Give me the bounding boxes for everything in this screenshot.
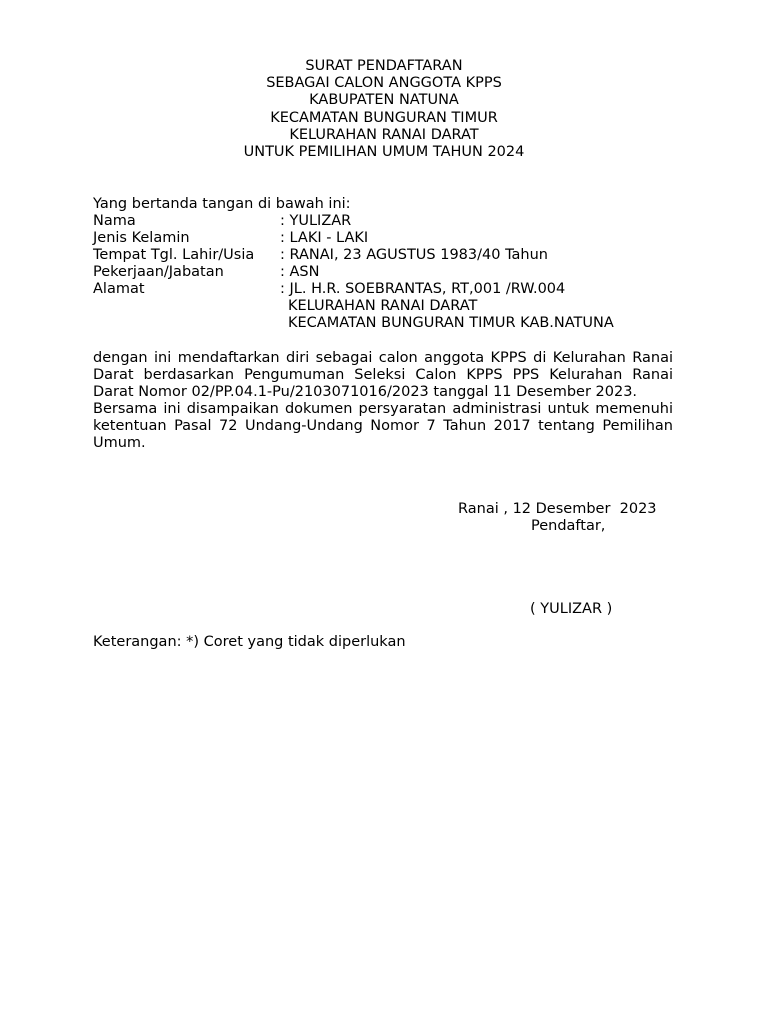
field-row-alamat — [93, 281, 614, 298]
field-row-pekerjaan — [93, 264, 614, 281]
signature-place-date: Ranai , 12 Desember 2023 — [458, 501, 657, 517]
document-title-block — [0, 58, 768, 161]
identity-fields — [93, 213, 614, 332]
field-label: Nama — [93, 213, 136, 229]
field-value: : JL. H.R. SOEBRANTAS, RT,001 /RW.004 — [280, 281, 566, 297]
address-line-3: KECAMATAN BUNGURAN TIMUR KAB.NATUNA — [288, 315, 614, 331]
signature-name: ( YULIZAR ) — [530, 601, 613, 617]
field-value: : RANAI, 23 AGUSTUS 1983/40 Tahun — [280, 247, 548, 263]
title-line-1: SURAT PENDAFTARAN — [305, 58, 463, 74]
field-row-tempat-tgl-lahir — [93, 247, 614, 264]
address-line-2: KELURAHAN RANAI DARAT — [288, 298, 478, 314]
body-paragraph-1: dengan ini mendaftarkan diri sebagai calon anggota KPPS di Kelurahan Ranai Darat berdasarkan Pengumuman Seleksi Calon KPPS PPS Kelurahan Ranai Darat Nomor 02/PP.04.1-Pu/2103071016/2023 tanggal 11 Desember 2023. — [93, 350, 673, 400]
field-label: Alamat — [93, 281, 145, 297]
field-label: Tempat Tgl. Lahir/Usia — [93, 247, 255, 263]
field-row-jenis-kelamin — [93, 230, 614, 247]
body-paragraphs — [93, 350, 673, 452]
body-paragraph-2: Bersama ini disampaikan dokumen persyaratan administrasi untuk memenuhi ketentuan Pasal 72 Undang-Undang Nomor 7 Tahun 2017 tentang Pemilihan Umum. — [93, 401, 673, 451]
field-value: : YULIZAR — [280, 213, 352, 229]
field-value: : LAKI - LAKI — [280, 230, 369, 246]
title-line-4: KECAMATAN BUNGURAN TIMUR — [270, 109, 498, 126]
title-line-2: SEBAGAI CALON ANGGOTA KPPS — [266, 75, 502, 92]
title-line-6: UNTUK PEMILIHAN UMUM TAHUN 2024 — [243, 144, 525, 161]
field-value: : ASN — [280, 264, 320, 280]
signature-role: Pendaftar, — [531, 518, 606, 534]
field-label: Pekerjaan/Jabatan — [93, 264, 224, 280]
field-label: Jenis Kelamin — [93, 230, 190, 246]
title-line-5: KELURAHAN RANAI DARAT — [289, 126, 479, 143]
footnote: Keterangan: *) Coret yang tidak diperlukan — [93, 634, 406, 650]
title-line-3: KABUPATEN NATUNA — [309, 92, 459, 109]
field-row-nama — [93, 213, 614, 230]
intro-text: Yang bertanda tangan di bawah ini: — [93, 196, 351, 212]
